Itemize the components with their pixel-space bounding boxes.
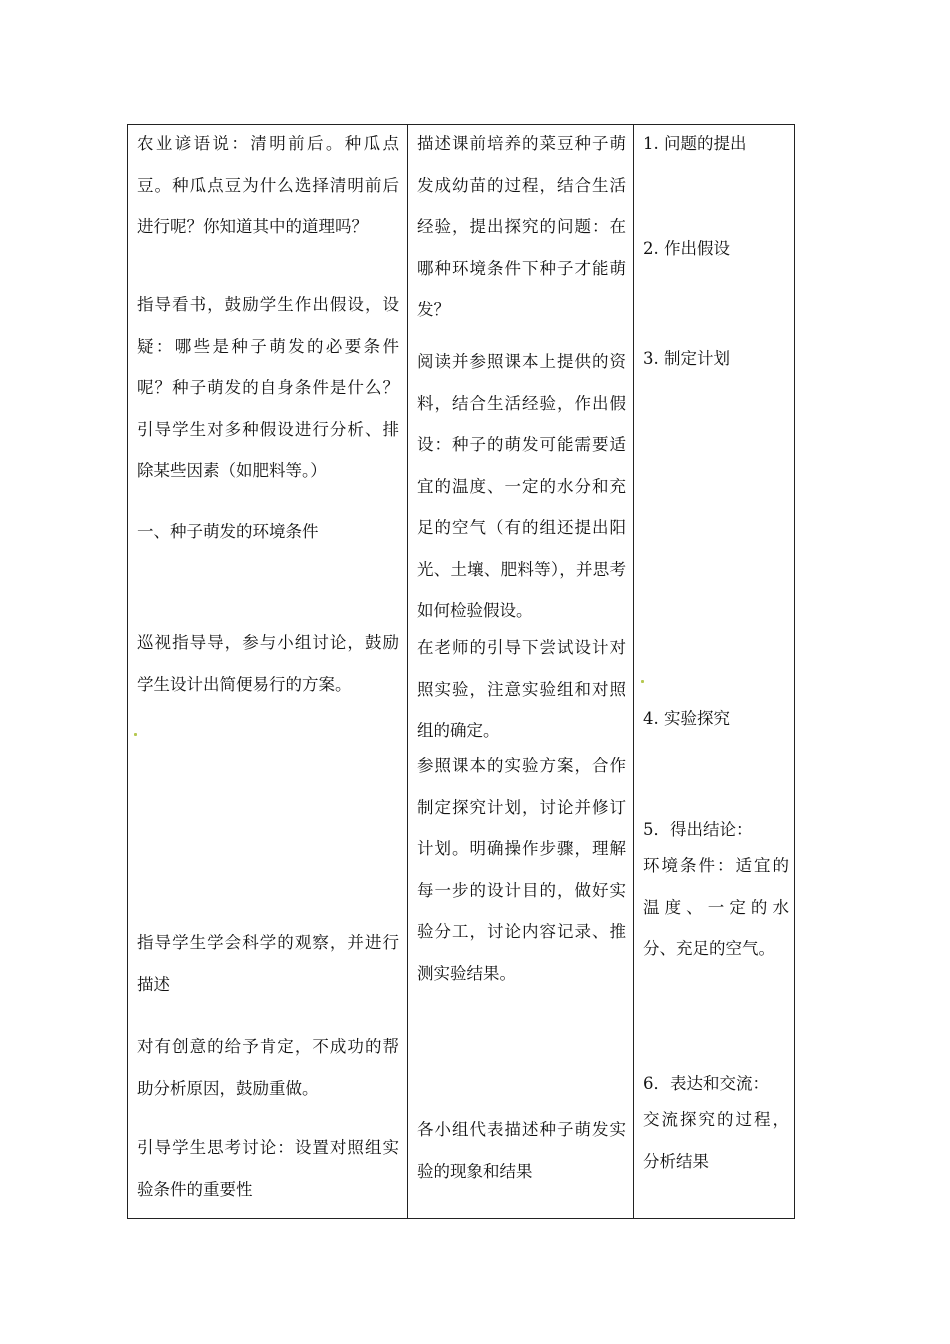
teacher-intro-text: 农业谚语说：清明前后。种瓜点豆。种瓜点豆为什么选择清明前后进行呢？你知道其中的道理吗？ xyxy=(137,134,399,236)
column-divider xyxy=(633,125,634,1218)
column-divider xyxy=(407,125,408,1218)
scan-mark xyxy=(134,733,137,736)
step-6-title: 6．表达和交流： xyxy=(643,1074,769,1093)
student-describe-text: 描述课前培养的菜豆种子萌发成幼苗的过程，结合生活经验，提出探究的问题：在哪种环境条件下种子才能萌发？ xyxy=(417,134,626,319)
step-1: 1. 问题的提出 xyxy=(643,134,747,153)
step-5-body: 环境条件：适宜的温度、一定的水分、充足的空气。 xyxy=(643,856,789,958)
student-hypothesis-text: 阅读并参照课本上提供的资料，结合生活经验，作出假设：种子的萌发可能需要适宜的温度、一定的水分和充足的空气（有的组还提出阳光、土壤、肥料等），并思考如何检验假设。 xyxy=(417,352,626,620)
teacher-guidance-text: 巡视指导导，参与小组讨论，鼓励学生设计出简便易行的方案。 xyxy=(137,633,399,694)
section-heading: 一、种子萌发的环境条件 xyxy=(137,522,319,541)
step-5-title: 5．得出结论： xyxy=(643,820,753,839)
student-design-text: 在老师的引导下尝试设计对照实验，注意实验组和对照组的确定。 xyxy=(417,638,626,740)
step-3: 3. 制定计划 xyxy=(643,349,730,368)
step-2: 2. 作出假设 xyxy=(643,239,730,258)
scan-mark xyxy=(641,680,644,683)
student-plan-text: 参照课本的实验方案，合作制定探究计划，讨论并修订计划。明确操作步骤，理解每一步的设计目的，做好实验分工，讨论内容记录、推测实验结果。 xyxy=(417,756,626,983)
teacher-observation-text: 指导学生学会科学的观察，并进行描述 xyxy=(137,933,399,994)
step-4: 4. 实验探究 xyxy=(643,709,730,728)
teacher-hypothesis-text: 指导看书，鼓励学生作出假设，设疑：哪些是种子萌发的必要条件呢？种子萌发的自身条件是什么？引导学生对多种假设进行分析、排除某些因素（如肥料等。） xyxy=(137,295,399,480)
teacher-encourage-text: 对有创意的给予肯定，不成功的帮助分析原因，鼓励重做。 xyxy=(137,1037,399,1098)
step-6-body: 交流探究的过程，分析结果 xyxy=(643,1110,789,1171)
teacher-discussion-text: 引导学生思考讨论：设置对照组实验条件的重要性 xyxy=(137,1138,399,1199)
student-report-text: 各小组代表描述种子萌发实验的现象和结果 xyxy=(417,1120,626,1181)
lesson-table xyxy=(127,124,795,1219)
